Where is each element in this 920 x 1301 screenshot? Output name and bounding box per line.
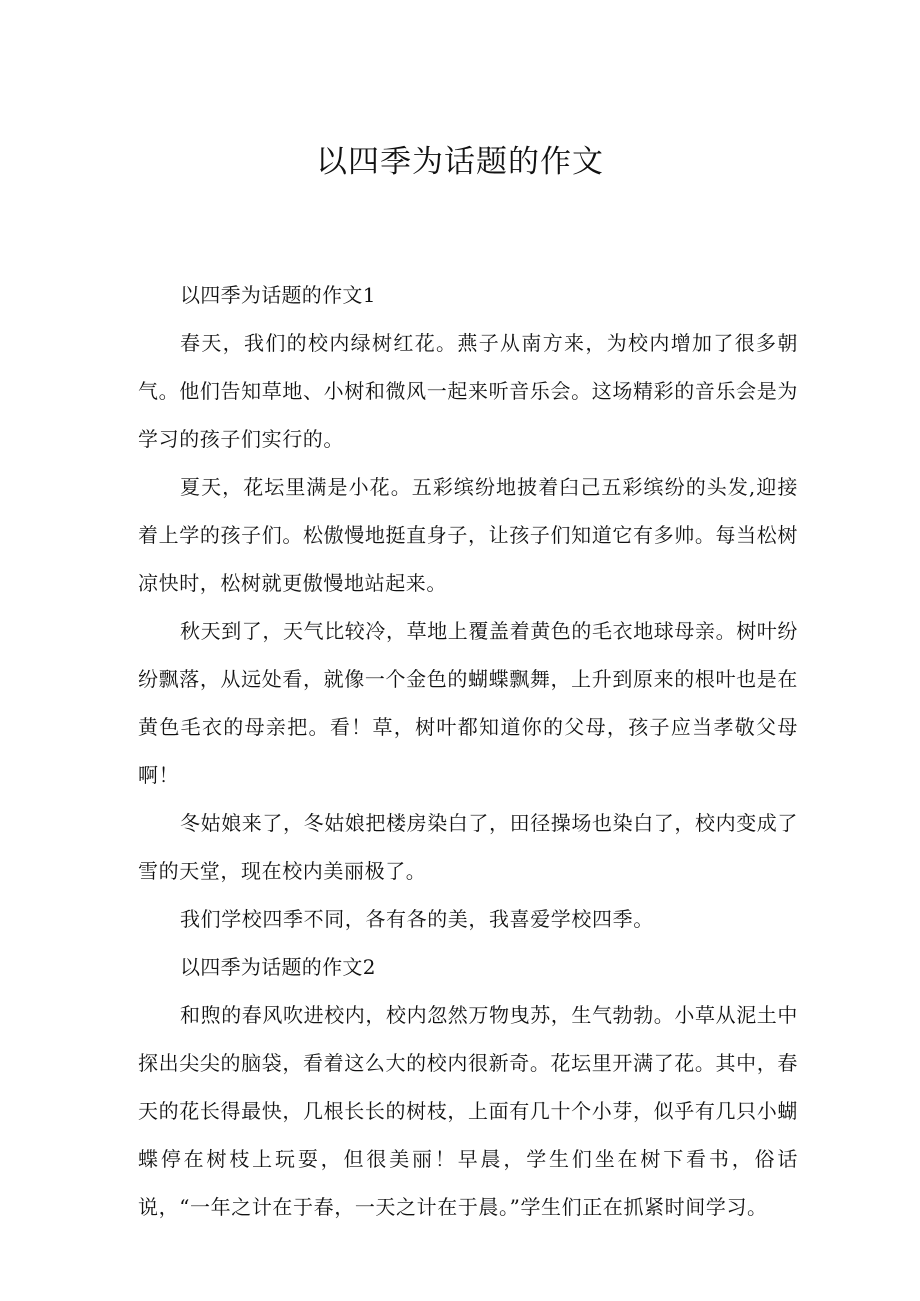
paragraph-winter: 冬姑娘来了，冬姑娘把楼房染白了，田径操场也染白了，校内变成了雪的天堂，现在校内美丽极了。 (138, 811, 798, 883)
paragraph-conclusion: 我们学校四季不同，各有各的美，我喜爱学校四季。 (180, 907, 654, 931)
paragraph-spring-campus: 和煦的春风吹进校内，校内忽然万物曳苏，生气勃勃。小草从泥土中探出尖尖的脑袋，看着这么大的校内很新奇。花坛里开满了花。其中，春天的花长得最快，几根长长的树枝，上面有几十个小芽，似乎有几只小蝴蝶停在树枝上玩耍，但很美丽！早晨，学生们坐在树下看书，俗话说，“一年之计在于春，一天之计在于晨。”学生们正在抓紧时间学习。 (138, 1003, 798, 1219)
paragraph-spring: 春天，我们的校内绿树红花。燕子从南方来，为校内增加了很多朝气。他们告知草地、小树和微风一起来听音乐会。这场精彩的音乐会是为学习的孩子们实行的。 (138, 331, 798, 451)
essay-heading-1: 以四季为话题的作文1 (180, 283, 376, 307)
essay-heading-2: 以四季为话题的作文2 (180, 955, 376, 979)
document-body (138, 271, 798, 1231)
paragraph-summer: 夏天，花坛里满是小花。五彩缤纷地披着臼己五彩缤纷的头发,迎接着上学的孩子们。松傲慢地挺直身子，让孩子们知道它有多帅。每当松树凉快时，松树就更傲慢地站起来。 (138, 475, 798, 595)
paragraph-autumn: 秋天到了，天气比较冷，草地上覆盖着黄色的毛衣地球母亲。树叶纷纷飘落，从远处看，就像一个金色的蝴蝶飘舞，上升到原来的根叶也是在黄色毛衣的母亲把。看！草，树叶都知道你的父母，孩子应当孝敬父母啊！ (138, 619, 798, 787)
document-title: 以四季为话题的作文 (316, 144, 604, 180)
